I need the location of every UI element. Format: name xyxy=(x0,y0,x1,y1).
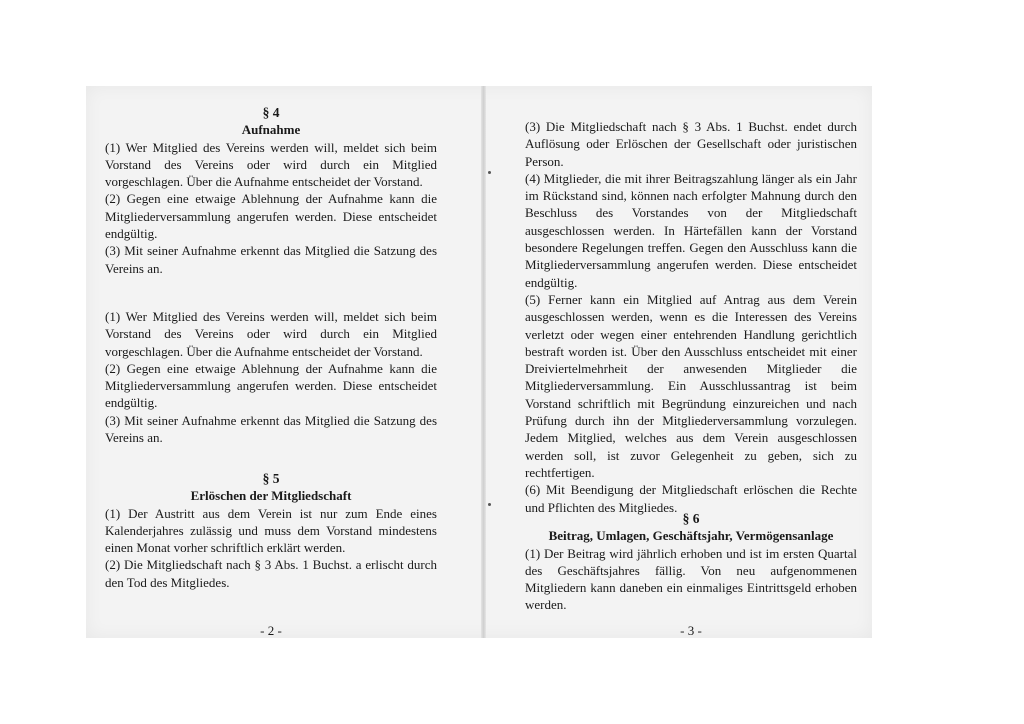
section-5-number: § 5 xyxy=(262,471,280,486)
section-4-repeat-paragraph-1: (1) Wer Mitglied des Vereins werden will, meldet sich beim Vorstand des Vereins oder wird durch ein Mitglied vorgeschlagen. Über die Aufnahme entscheidet der Vorstand. xyxy=(105,309,437,359)
section-6-paragraph-1: (1) Der Beitrag wird jährlich erhoben und ist im ersten Quartal des Geschäftsjahres fällig. Von neu aufgenommenen Mitgliedern kann daneben ein einmaliges Eintrittsgeld erhoben werden. xyxy=(525,545,857,613)
section-4-repeat xyxy=(105,308,437,446)
section-6 xyxy=(525,510,857,614)
section-4-title: Aufnahme xyxy=(241,122,301,138)
section-4-paragraph-2: (2) Gegen eine etwaige Ablehnung der Aufnahme kann die Mitgliederversammlung angerufen werden. Diese entscheidet endgültig. xyxy=(105,191,437,242)
section-5-paragraph-1: (1) Der Austritt aus dem Verein ist nur zum Ende eines Kalenderjahres zulässig und muss dem Vorstand mindestens einen Monat vorher schriftlich erklärt werden. xyxy=(105,505,437,556)
continued-paragraph-3: (3) Die Mitgliedschaft nach § 3 Abs. 1 Buchst. endet durch Auflösung oder Erlöschen der Gesellschaft oder juristischen Person. xyxy=(525,119,857,169)
continued-paragraph-5: (5) Ferner kann ein Mitglied auf Antrag aus dem Verein ausgeschlossen werden, wenn es die Interessen des Vereins verletzt oder wegen einer entehrenden Handlung gerichtlich bestraft worden ist. Über den Ausschluss entscheidet mit einer Dreiviertelmehrheit der anwesenden Mitglieder die Mitgliederversammlung. Ein Ausschlussantrag ist beim Vorstand schriftlich mit Begründung einzureichen und nach Prüfung durch ihn der Mitgliederversammlung vorzulegen. Jedem Mitglied, welches aus dem Verein ausgeschlossen werden soll, ist zuvor Gelegenheit zu geben, sich zu rechtfertigen. xyxy=(525,291,857,480)
binding-mark xyxy=(488,503,491,506)
binding-mark xyxy=(488,171,491,174)
section-5-title: Erlöschen der Mitgliedschaft xyxy=(190,488,352,504)
section-4-paragraph-1: (1) Wer Mitglied des Vereins werden will, meldet sich beim Vorstand des Vereins oder wird durch ein Mitglied vorgeschlagen. Über die Aufnahme entscheidet der Vorstand. xyxy=(105,139,437,190)
page-gutter xyxy=(481,86,486,638)
page-3 xyxy=(525,0,857,638)
section-5-paragraph-2: (2) Die Mitgliedschaft nach § 3 Abs. 1 Buchst. a erlischt durch den Tod des Mitgliedes. xyxy=(105,557,437,590)
section-6-title: Beitrag, Umlagen, Geschäftsjahr, Vermögensanlage xyxy=(548,528,834,544)
page-number-left: - 2 - xyxy=(260,623,282,638)
section-4-repeat-paragraph-3: (3) Mit seiner Aufnahme erkennt das Mitglied die Satzung des Vereins an. xyxy=(105,412,437,446)
section-6-number: § 6 xyxy=(682,511,700,526)
section-4-paragraph-3: (3) Mit seiner Aufnahme erkennt das Mitglied die Satzung des Vereins an. xyxy=(105,243,437,276)
continued-paragraph-4: (4) Mitglieder, die mit ihrer Beitragszahlung länger als ein Jahr im Rückstand sind, können nach erfolgter Mahnung durch den Beschluss des Vorstandes von der Mitgliedschaft ausgeschlossen werden. In Härtefällen kann der Vorstand besondere Regelungen treffen. Gegen den Ausschluss kann die Mitgliederversammlung angerufen werden. Diese entscheidet endgültig. xyxy=(525,170,857,290)
page-number-right: - 3 - xyxy=(680,623,702,638)
section-4-number: § 4 xyxy=(262,105,280,120)
page-2 xyxy=(105,0,437,638)
section-5 xyxy=(105,470,437,591)
continued-paragraph-6: (6) Mit Beendigung der Mitgliedschaft erlöschen die Rechte und Pflichten des Mitgliedes. xyxy=(525,482,857,515)
section-4-repeat-paragraph-2: (2) Gegen eine etwaige Ablehnung der Aufnahme kann die Mitgliederversammlung angerufen werden. Diese entscheidet endgültig. xyxy=(105,360,437,411)
section-4 xyxy=(105,104,437,277)
section-5-continued xyxy=(525,118,857,516)
